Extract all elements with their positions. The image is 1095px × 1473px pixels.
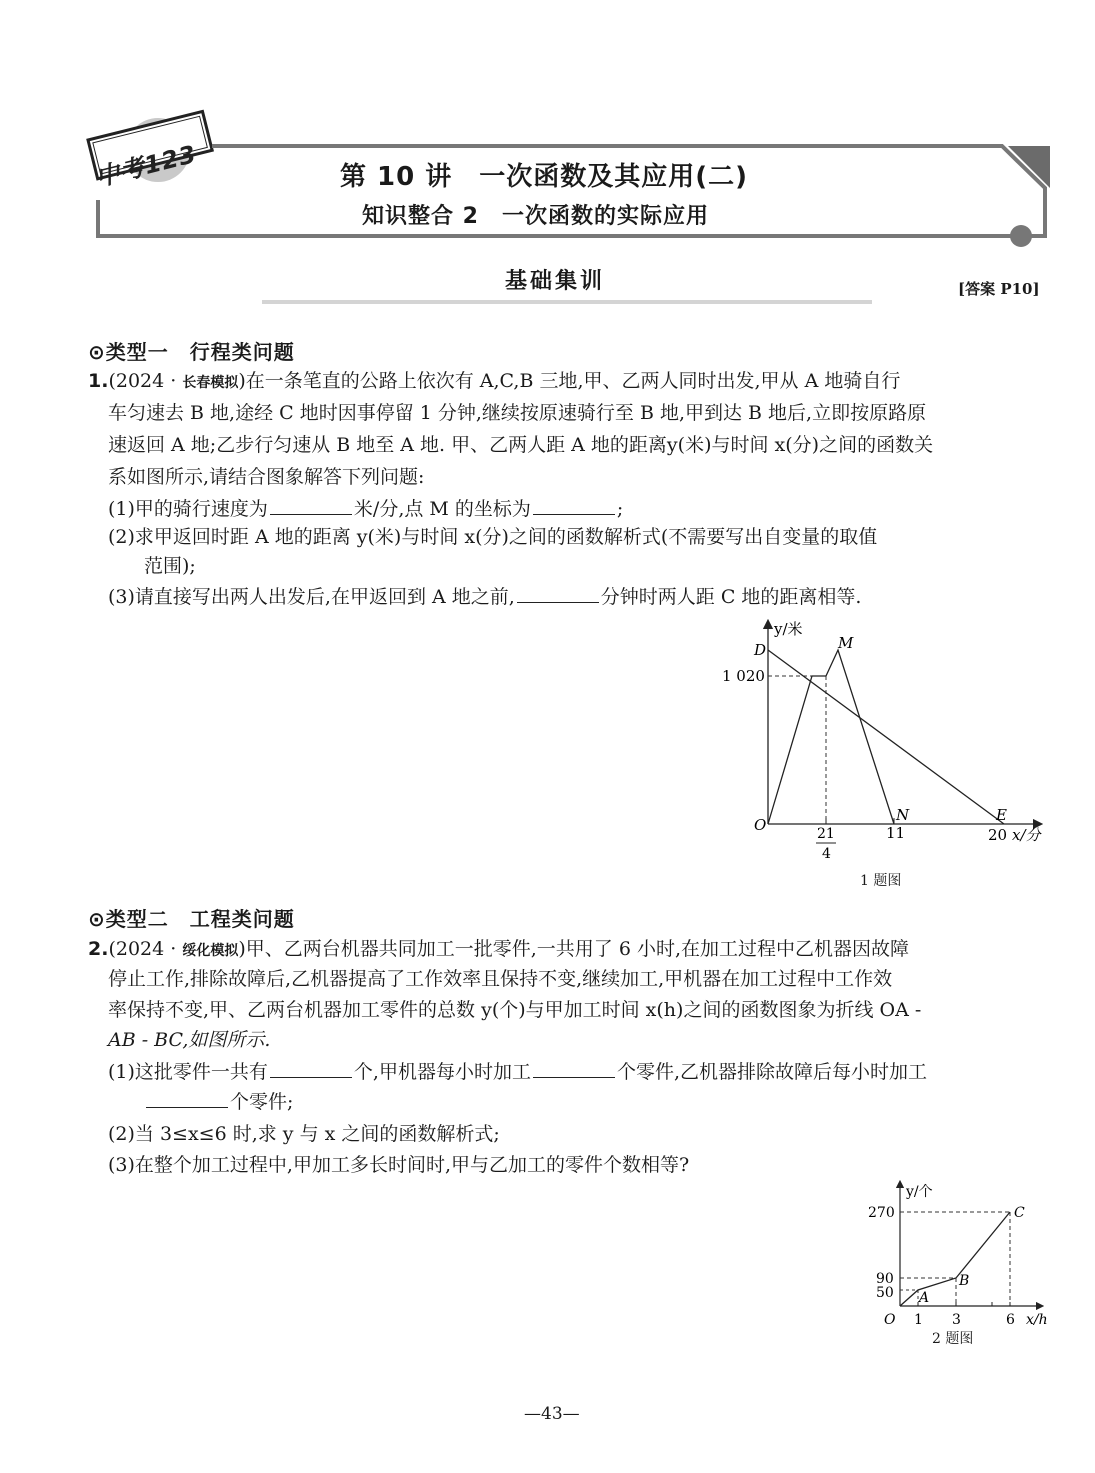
section-divider (262, 300, 872, 306)
q2-line1: )甲、乙两台机器共同加工一批零件,一共用了 6 小时,在加工过程中乙机器因故障 (238, 938, 910, 960)
target-icon: ⊙ (88, 907, 106, 931)
page-number: —43— (524, 1404, 580, 1424)
answer-blank[interactable] (533, 496, 615, 515)
q1-line3: 速返回 A 地;乙步行匀速从 B 地至 A 地. 甲、乙两人距 A 地的距离y(米)与时间 x(分)之间的函数关 (108, 434, 934, 456)
total-path (900, 1212, 1010, 1306)
fig2-xtick-1: 1 (914, 1312, 923, 1328)
q1-part1-c: ; (616, 498, 624, 520)
jia-path (768, 650, 894, 824)
fig1-xtick-num: 21 (817, 826, 835, 842)
answer-ref: [答案 P10] (958, 280, 1040, 298)
type2-heading (88, 903, 295, 932)
type2-title: 类型二 工程类问题 (105, 907, 295, 931)
type1-heading (88, 336, 295, 365)
q2-part3: (3)在整个加工过程中,甲加工多长时间时,甲与乙加工的零件个数相等? (108, 1154, 690, 1176)
q2-part1-b: 个,甲机器每小时加工 (353, 1061, 531, 1083)
point-E: E (996, 806, 1007, 824)
fig2-xtick-3: 3 (952, 1312, 961, 1328)
fig1-ytick: 1 020 (722, 667, 765, 685)
point-A: A (919, 1290, 930, 1306)
q2-part1-a: (1)这批零件一共有 (108, 1061, 268, 1083)
q1-line2: 车匀速去 B 地,途经 C 地时因事停留 1 分钟,继续按原速骑行至 B 地,甲到达 B 地后,立即按原路原 (108, 402, 927, 424)
fig2-ytick-50: 50 (876, 1285, 894, 1301)
q2-line4: AB - BC,如图所示. (108, 1029, 271, 1051)
q1-part3-a: (3)请直接写出两人出发后,在甲返回到 A 地之前, (108, 586, 515, 608)
fig1-caption: 1 题图 (860, 873, 902, 889)
fig2-caption: 2 题图 (932, 1331, 974, 1347)
q1-part2-a: (2)求甲返回时距 A 地的距离 y(米)与时间 x(分)之间的函数解析式(不需要写出自变量的取值 (108, 526, 878, 548)
q1-line4: 系如图所示,请结合图象解答下列问题: (108, 466, 425, 488)
fig1-origin: O (754, 816, 767, 834)
q2-part1 (108, 1056, 927, 1088)
answer-blank[interactable] (533, 1059, 615, 1078)
fig2-ylabel: y/个 (906, 1184, 933, 1200)
q1-source-open: (2024 · (108, 370, 183, 392)
answer-blank[interactable] (146, 1089, 228, 1108)
answer-blank[interactable] (270, 1059, 352, 1078)
fig2-xtick-6: 6 (1006, 1312, 1015, 1328)
point-N: N (896, 806, 910, 824)
q2-source: 绥化模拟 (182, 943, 239, 959)
q1-part1-b: 米/分,点 M 的坐标为 (353, 498, 531, 520)
q1-line1: )在一条笔直的公路上依次有 A,C,B 三地,甲、乙两人同时出发,甲从 A 地骑自行 (238, 370, 901, 392)
fig1-ylabel: y/米 (774, 620, 803, 638)
q2-number: 2. (88, 938, 109, 960)
fig2-origin: O (884, 1312, 896, 1328)
q2-figure (862, 1174, 1062, 1344)
q1-part3 (108, 581, 861, 613)
q1-part2-b: 范围); (144, 555, 196, 577)
q2-part1-d: 个零件; (230, 1091, 294, 1113)
q1-number: 1. (88, 370, 109, 392)
target-icon: ⊙ (88, 340, 106, 364)
answer-blank[interactable] (517, 584, 599, 603)
point-C: C (1014, 1205, 1025, 1221)
section-title: 基础集训 (505, 269, 606, 294)
q1-part3-b: 分钟时两人距 C 地的距离相等. (600, 586, 862, 608)
point-M: M (838, 634, 854, 652)
q2-part1-cont (144, 1086, 293, 1118)
q2-line3: 率保持不变,甲、乙两台机器加工零件的总数 y(个)与甲加工时间 x(h)之间的函数图象为折线 OA - (108, 999, 922, 1021)
q1-part1-a: (1)甲的骑行速度为 (108, 498, 268, 520)
answer-blank[interactable] (270, 496, 352, 515)
fig1-xtick-11: 11 (886, 824, 906, 842)
q2-source-open: (2024 · (108, 938, 183, 960)
type1-title: 类型一 行程类问题 (105, 340, 295, 364)
q1-source: 长春模拟 (182, 375, 239, 391)
fig2-ytick-270: 270 (868, 1205, 895, 1221)
chapter-subtitle: 知识整合 2 一次函数的实际应用 (362, 204, 709, 229)
fig2-ytick-90: 90 (876, 1271, 894, 1287)
fig1-xtick-20: 20 (988, 826, 1008, 844)
q2-line2: 停止工作,排除故障后,乙机器提高了工作效率且保持不变,继续加工,甲机器在加工过程中工作效 (108, 968, 893, 990)
fig2-xlabel: x/h (1026, 1312, 1048, 1328)
point-D: D (754, 641, 767, 659)
fig1-xtick-den: 4 (822, 846, 831, 862)
fig1-xlabel: x/分 (1012, 826, 1041, 844)
logo-text: 中考123 (92, 139, 200, 192)
point-B: B (959, 1273, 970, 1289)
chapter-title: 第 10 讲 一次函数及其应用(二) (340, 162, 749, 192)
q1-figure (700, 612, 1060, 872)
q2-part1-c: 个零件,乙机器排除故障后每小时加工 (616, 1061, 928, 1083)
q2-part2: (2)当 3≤x≤6 时,求 y 与 x 之间的函数解析式; (108, 1123, 500, 1145)
